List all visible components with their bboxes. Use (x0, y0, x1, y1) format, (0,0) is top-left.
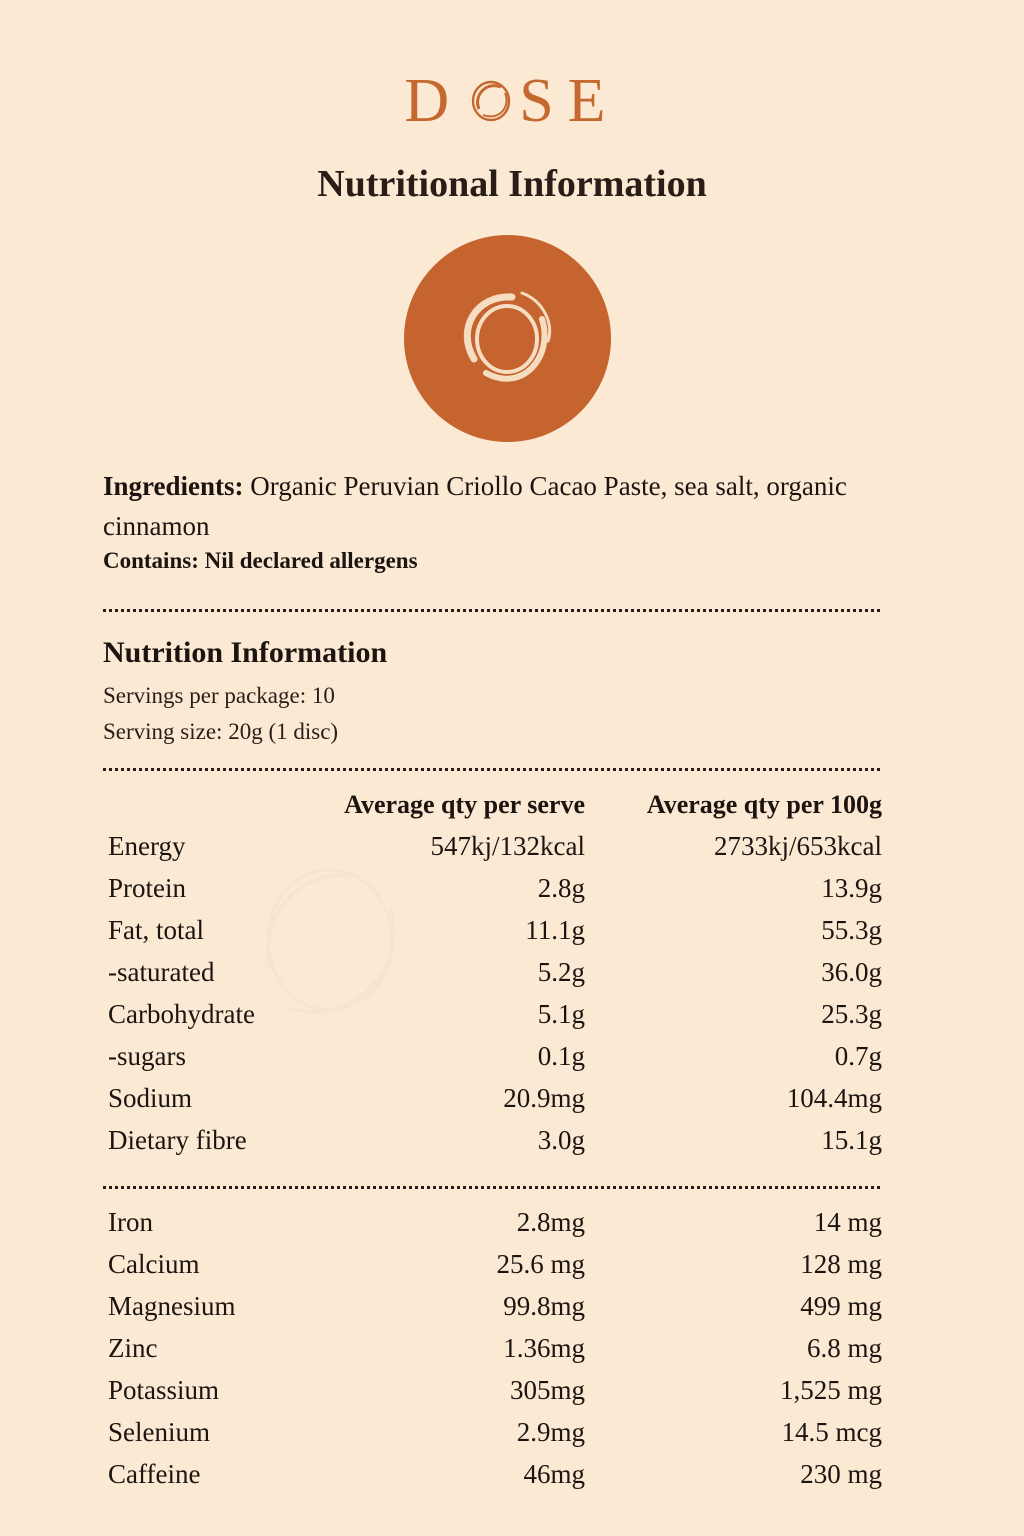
row-value-serve: 2.9mg (516, 1417, 585, 1447)
servings-per-package: Servings per package: 10 (103, 683, 335, 708)
row-label: Calcium (108, 1249, 200, 1279)
table-row (0, 1417, 1024, 1459)
table-row (0, 1459, 1024, 1501)
row-value-100g: 14.5 mcg (781, 1417, 882, 1447)
brand-o-ring-icon (469, 72, 513, 116)
table-row (0, 873, 1024, 915)
row-value-100g: 36.0g (821, 957, 882, 987)
ingredients-list: Organic Peruvian Criollo Cacao Paste, sea salt, organic cinnamon (103, 471, 847, 541)
table-row (0, 1249, 1024, 1291)
table-row (0, 957, 1024, 999)
row-value-100g: 499 mg (800, 1291, 882, 1321)
row-value-serve: 0.1g (537, 1041, 585, 1071)
table-row (0, 1125, 1024, 1167)
table-row (0, 1041, 1024, 1083)
brand-letters-before: D (404, 67, 464, 135)
row-value-serve: 99.8mg (503, 1291, 585, 1321)
allergen-statement: Contains: Nil declared allergens (103, 548, 418, 573)
row-value-100g: 13.9g (821, 873, 882, 903)
row-label: -sugars (108, 1041, 186, 1071)
divider (103, 1186, 880, 1189)
row-value-100g: 25.3g (821, 999, 882, 1029)
row-value-serve: 3.0g (537, 1125, 585, 1155)
column-header-per-serve: Average qty per serve (344, 790, 585, 819)
row-value-100g: 6.8 mg (806, 1333, 882, 1363)
brand-emblem (404, 235, 611, 442)
row-value-serve: 2.8mg (516, 1207, 585, 1237)
row-label: -saturated (108, 957, 215, 987)
page-title: Nutritional Information (317, 163, 707, 205)
table-row (0, 915, 1024, 957)
table-row (0, 831, 1024, 873)
row-value-serve: 305mg (509, 1375, 585, 1405)
row-value-serve: 5.1g (537, 999, 585, 1029)
table-row (0, 1333, 1024, 1375)
row-value-100g: 1,525 mg (779, 1375, 882, 1405)
table-row (0, 1375, 1024, 1417)
row-label: Selenium (108, 1417, 210, 1447)
divider (103, 609, 880, 612)
row-value-100g: 128 mg (800, 1249, 882, 1279)
brand-logo (0, 67, 1024, 135)
row-value-100g: 0.7g (834, 1041, 882, 1071)
row-value-100g: 14 mg (813, 1207, 882, 1237)
row-value-serve: 25.6 mg (496, 1249, 585, 1279)
column-header-per-100g: Average qty per 100g (646, 790, 882, 819)
divider (103, 768, 880, 771)
row-label: Potassium (108, 1375, 220, 1405)
row-label: Fat, total (108, 915, 204, 945)
brand-letters-after: SE (519, 67, 620, 135)
row-value-serve: 1.36mg (503, 1333, 585, 1363)
ingredients-text (103, 466, 883, 546)
row-value-serve: 2.8g (537, 873, 585, 903)
row-value-serve: 11.1g (525, 915, 585, 945)
swirl-icon (404, 235, 611, 442)
table-row (0, 1291, 1024, 1333)
table-row (0, 1207, 1024, 1249)
row-label: Carbohydrate (108, 999, 255, 1029)
row-value-100g: 15.1g (821, 1125, 882, 1155)
row-label: Sodium (108, 1083, 193, 1113)
row-value-serve: 547kj/132kcal (430, 831, 585, 861)
table-row (0, 999, 1024, 1041)
row-value-serve: 46mg (523, 1459, 585, 1489)
table-row (0, 1083, 1024, 1125)
row-label: Energy (108, 831, 186, 861)
row-label: Iron (108, 1207, 153, 1237)
row-label: Dietary fibre (108, 1125, 247, 1155)
row-value-serve: 20.9mg (503, 1083, 585, 1113)
row-label: Protein (108, 873, 186, 903)
row-value-100g: 55.3g (821, 915, 882, 945)
row-value-serve: 5.2g (537, 957, 585, 987)
row-value-100g: 2733kj/653kcal (714, 831, 882, 861)
nutrition-title: Nutrition Information (103, 636, 388, 669)
row-label: Zinc (108, 1333, 158, 1363)
serving-size: Serving size: 20g (1 disc) (103, 719, 339, 744)
row-label: Caffeine (108, 1459, 201, 1489)
row-label: Magnesium (108, 1291, 236, 1321)
ingredients-label: Ingredients: (103, 471, 244, 501)
row-value-100g: 104.4mg (786, 1083, 882, 1113)
row-value-100g: 230 mg (800, 1459, 882, 1489)
